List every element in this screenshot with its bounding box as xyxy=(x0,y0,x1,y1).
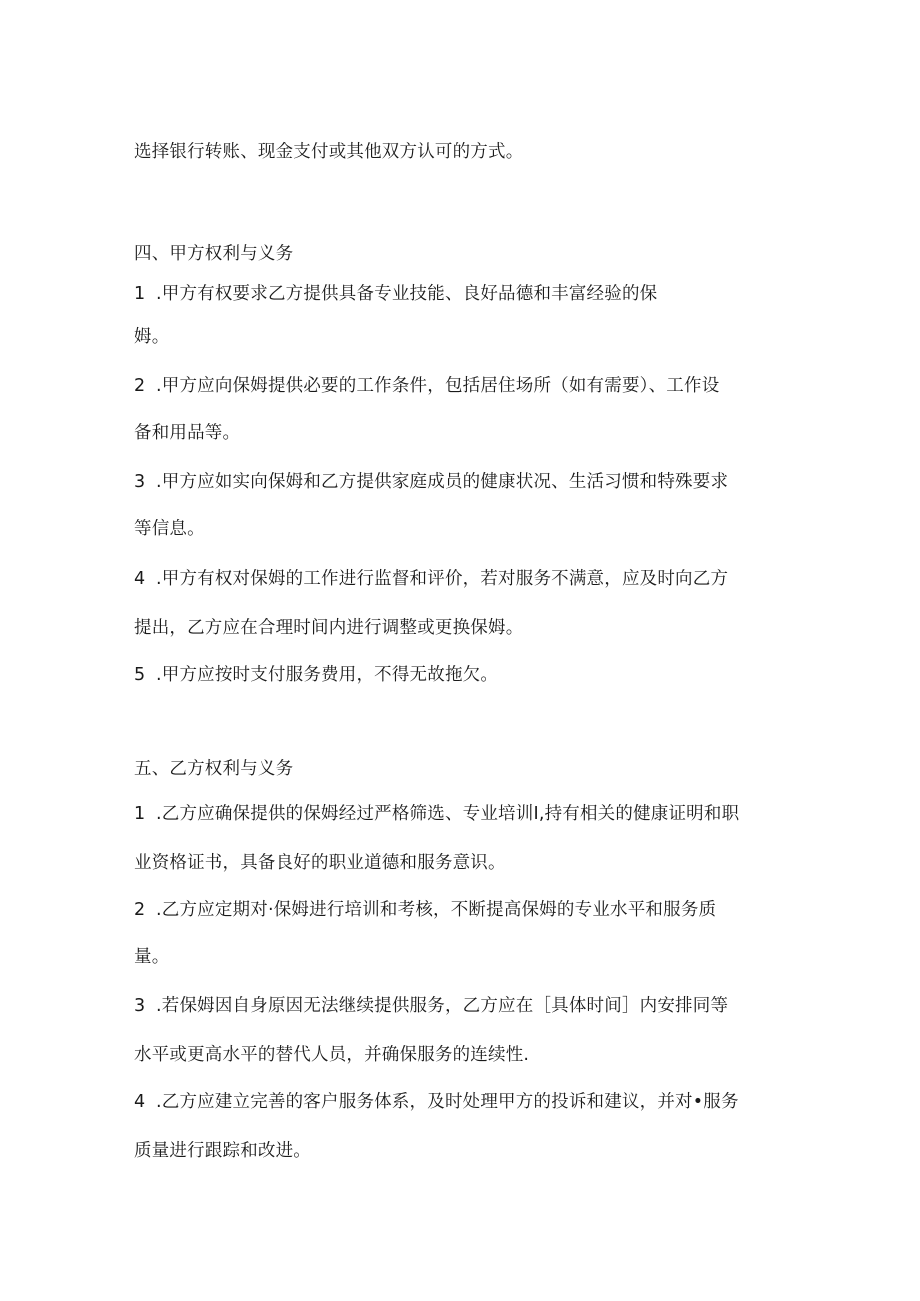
item-number: 2 xyxy=(134,376,146,396)
s4-item-3 xyxy=(134,470,728,494)
item-number: 3 xyxy=(134,996,146,1016)
s4-item-5 xyxy=(134,663,498,687)
s4-item-1-cont: 姆。 xyxy=(134,327,170,347)
item-number: 1 xyxy=(134,804,146,824)
item-number: 5 xyxy=(134,665,146,685)
section-5-heading: 五、乙方权利与义务 xyxy=(134,759,294,779)
item-text: .甲方应如实向保姆和乙方提供家庭成员的健康状况、生活习惯和特殊要求 xyxy=(156,472,729,492)
s4-item-3-cont: 等信息。 xyxy=(134,519,205,539)
s4-item-1 xyxy=(134,282,657,306)
s5-item-1-cont: 业资格证书，具备良好的职业道德和服务意识。 xyxy=(134,853,506,873)
item-number: 1 xyxy=(134,284,146,304)
s5-item-2 xyxy=(134,898,716,922)
item-text: .甲方应向保姆提供必要的工作条件，包括居住场所（如有需要）、工作设 xyxy=(156,376,720,396)
item-text: .甲方应按时支付服务费用，不得无故拖欠。 xyxy=(156,665,499,685)
section-4-heading: 四、甲方权利与义务 xyxy=(134,244,294,264)
item-text: .若保姆因自身原因无法继续提供服务，乙方应在［具体时间］内安排同等 xyxy=(156,996,729,1016)
s5-item-4-cont: 质量进行跟踪和改进。 xyxy=(134,1141,311,1161)
item-number: 3 xyxy=(134,472,146,492)
s4-item-4 xyxy=(134,567,728,591)
s5-item-2-cont: 量。 xyxy=(134,947,170,967)
item-number: 4 xyxy=(134,569,146,589)
payment-method-text: 选择银行转账、现金支付或其他双方认可的方式。 xyxy=(134,142,524,162)
item-text: .乙方应建立完善的客户服务体系，及时处理甲方的投诉和建议，并对•服务 xyxy=(156,1092,739,1112)
item-number: 2 xyxy=(134,900,146,920)
s4-item-2-cont: 备和用品等。 xyxy=(134,423,241,443)
s5-item-3 xyxy=(134,994,728,1018)
item-number: 4 xyxy=(134,1092,146,1112)
s5-item-4 xyxy=(134,1090,739,1114)
item-text: .甲方有权对保姆的工作进行监督和评价，若对服务不满意，应及时向乙方 xyxy=(156,569,729,589)
item-text: .乙方应定期对·保姆进行培训和考核，不断提高保姆的专业水平和服务质 xyxy=(156,900,717,920)
s5-item-3-cont: 水平或更高水平的替代人员，并确保服务的连续性. xyxy=(134,1045,530,1065)
s4-item-2 xyxy=(134,374,719,398)
s4-item-4-cont: 提出，乙方应在合理时间内进行调整或更换保姆。 xyxy=(134,618,524,638)
s5-item-1 xyxy=(134,802,739,826)
item-text: .乙方应确保提供的保姆经过严格筛选、专业培训I,持有相关的健康证明和职 xyxy=(156,804,740,824)
item-text: .甲方有权要求乙方提供具备专业技能、良好品德和丰富经验的保 xyxy=(156,284,658,304)
